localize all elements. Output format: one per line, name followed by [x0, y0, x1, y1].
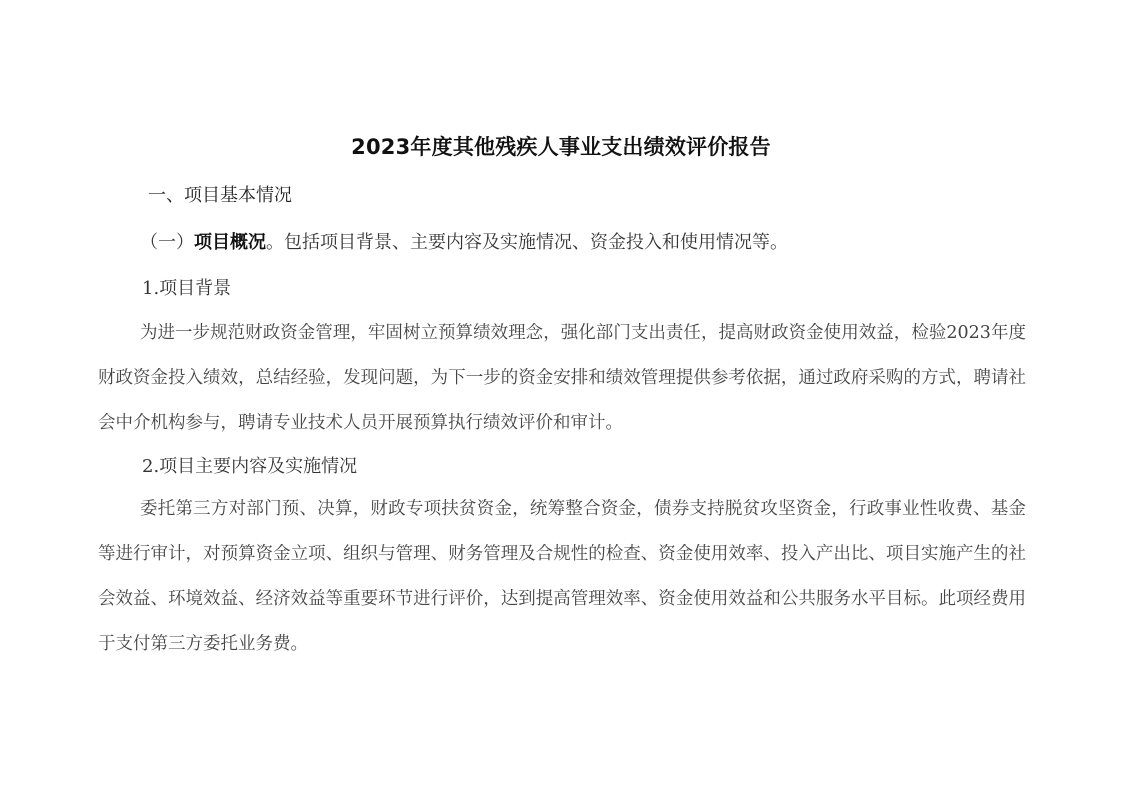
document-title: 2023年度其他残疾人事业支出绩效评价报告 [351, 135, 771, 159]
paragraph-project-background: 为进一步规范财政资金管理，牢固树立预算绩效理念，强化部门支出责任，提高财政资金使用效益，检验2023年度财政资金投入绩效，总结经验，发现问题，为下一步的资金安排和绩效管理提供参考依据，通过政府采购的方式，聘请社会中介机构参与，聘请专业技术人员开展预算执行绩效评价和审计。 [98, 323, 1026, 433]
subsection-bold-title: 项目概况 [194, 232, 266, 253]
item-heading-project-background: 1.项目背景 [142, 278, 232, 299]
subsection-project-overview [140, 228, 788, 254]
paragraph-main-content: 委托第三方对部门预、决算，财政专项扶贫资金，统筹整合资金，债券支持脱贫攻坚资金，行政事业性收费、基金等进行审计，对预算资金立项、组织与管理、财务管理及合规性的检查、资金使用效率、投入产出比、项目实施产生的社会效益、环境效益、经济效益等重要环节进行评价，达到提高管理效率、资金使用效益和公共服务水平目标。此项经费用于支付第三方委托业务费。 [98, 499, 1026, 654]
section-heading-basic-info: 一、项目基本情况 [148, 185, 292, 206]
subsection-prefix: （一） [140, 232, 194, 253]
subsection-description: 。包括项目背景、主要内容及实施情况、资金投入和使用情况等。 [266, 232, 788, 253]
item-heading-main-content: 2.项目主要内容及实施情况 [142, 456, 358, 477]
